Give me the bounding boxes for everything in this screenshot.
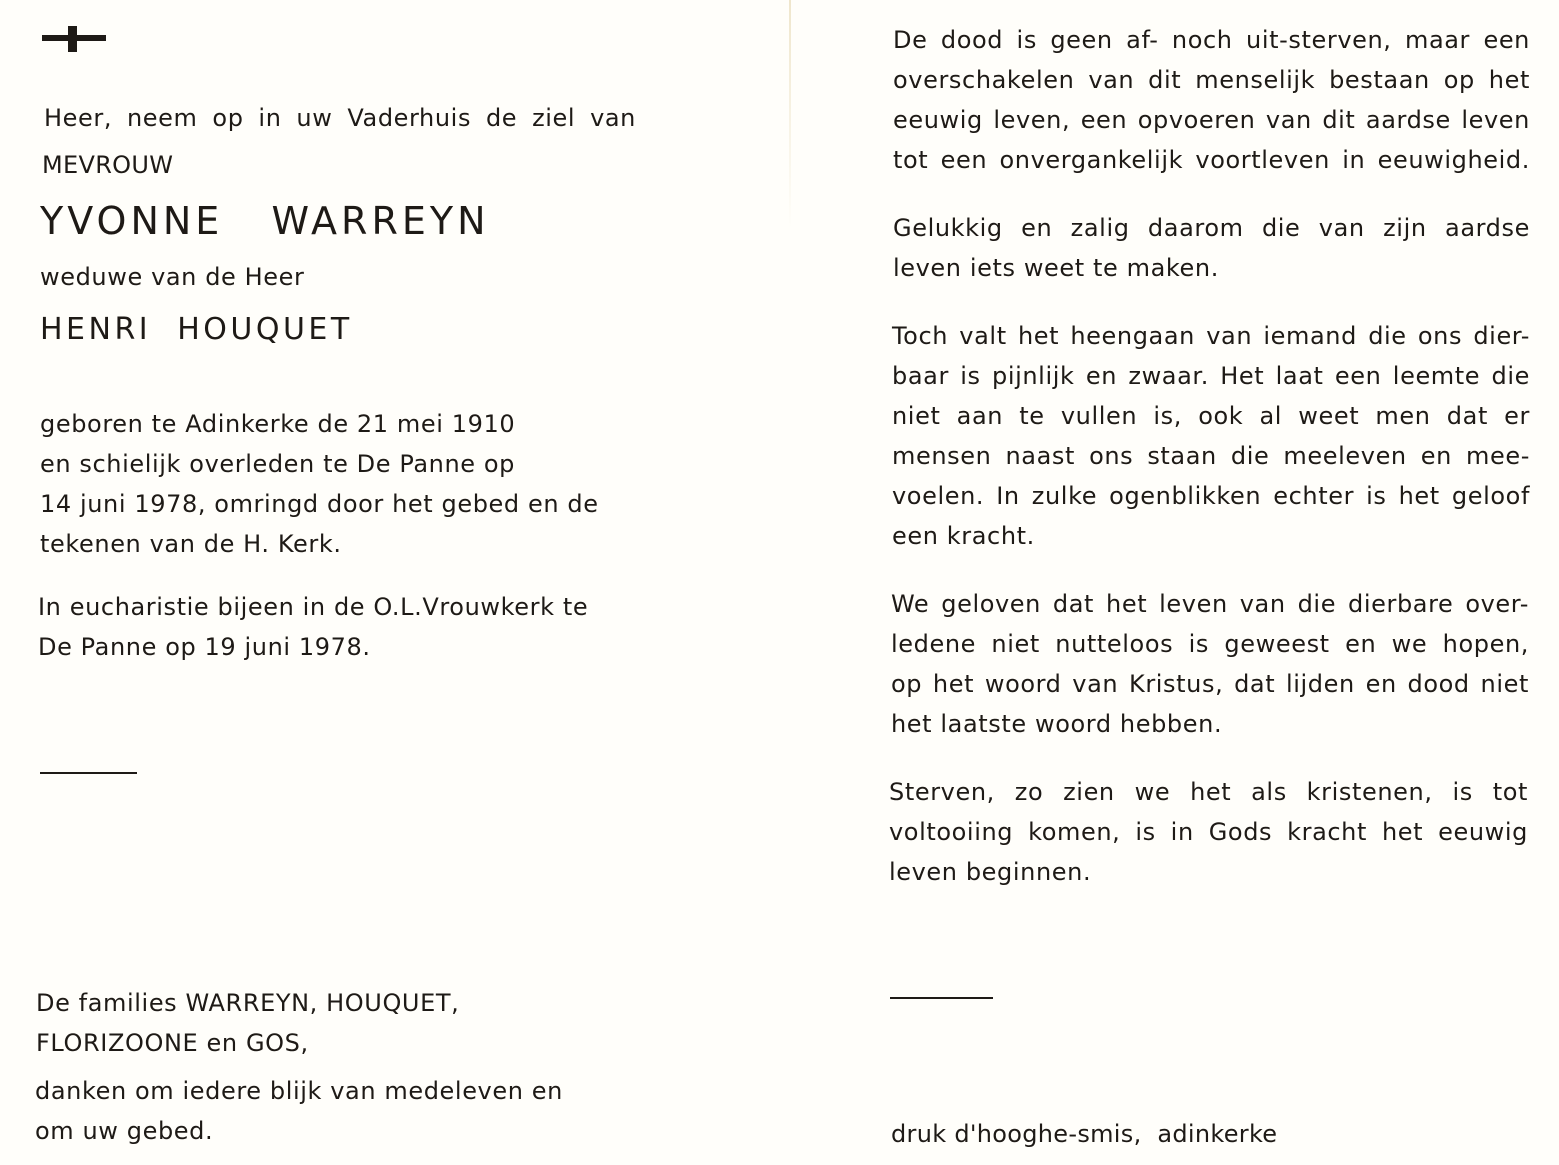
text-line: leven beginnen. (889, 858, 1092, 886)
text-line: voelen. In zulke ogenblikken echter is het geloof (892, 482, 1530, 510)
text-line: In eucharistie bijeen in de O.L.Vrouwkerk te (38, 593, 589, 621)
text-line: Gelukkig en zalig daarom die van zijn aardse (893, 214, 1530, 242)
text-line: en schielijk overleden te De Panne op (40, 450, 515, 478)
title-mevrouw: MEVROUW (42, 151, 174, 179)
text-line: We geloven dat het leven van die dierbare over- (891, 590, 1529, 618)
text-line: geboren te Adinkerke de 21 mei 1910 (40, 410, 516, 438)
text-line: leven iets weet te maken. (893, 254, 1219, 282)
text-line: ledene niet nutteloos is geweest en we hopen, (891, 630, 1529, 658)
text-line: niet aan te vullen is, ook al weet men dat er (892, 402, 1530, 430)
deceased-name: YVONNE WARREYN (40, 199, 490, 243)
text-line: De Panne op 19 juni 1978. (38, 633, 371, 661)
text-line: overschakelen van dit menselijk bestaan op het (893, 66, 1530, 94)
text-line: om uw gebed. (35, 1117, 214, 1145)
text-line: danken om iedere blijk van medeleven en (35, 1077, 563, 1105)
text-line: tekenen van de H. Kerk. (40, 530, 342, 558)
text-line: een kracht. (892, 522, 1035, 550)
text-line: De families WARREYN, HOUQUET, (36, 989, 460, 1017)
text-line: baar is pijnlijk en zwaar. Het laat een leemte die (892, 362, 1530, 390)
relation-line: weduwe van de Heer (40, 263, 305, 291)
text-line: Toch valt het heengaan van iemand die ons dier- (892, 322, 1530, 350)
text-line: FLORIZOONE en GOS, (36, 1029, 309, 1057)
text-line: tot een onvergankelijk voortleven in eeuwigheid. (893, 146, 1530, 174)
printer-credit: druk d'hooghe-smis, adinkerke (891, 1120, 1278, 1148)
text-line: Sterven, zo zien we het als kristenen, is tot (889, 778, 1528, 806)
text-line: eeuwig leven, een opvoeren van dit aardse leven (893, 106, 1530, 134)
meditation-paragraph-3 (892, 316, 1530, 556)
spouse-name: HENRI HOUQUET (40, 312, 353, 347)
meditation-paragraph-4 (891, 584, 1529, 744)
text-line: voltooiing komen, is in Gods kracht het eeuwig (889, 818, 1528, 846)
text-line: 14 juni 1978, omringd door het gebed en de (40, 490, 599, 518)
meditation-paragraph-1 (893, 20, 1530, 180)
text-line: het laatste woord hebben. (891, 710, 1223, 738)
text-line: De dood is geen af- noch uit-sterven, maar een (893, 26, 1530, 54)
thanks-paragraph (35, 1071, 563, 1151)
meditation-paragraph-2 (893, 208, 1530, 288)
divider-rule (890, 997, 993, 999)
prayer-line: Heer, neem op in uw Vaderhuis de ziel van (44, 104, 636, 132)
birth-death-paragraph (40, 404, 599, 564)
meditation-paragraph-5 (889, 772, 1528, 892)
text-line: mensen naast ons staan die meeleven en mee- (892, 442, 1530, 470)
divider-rule (40, 772, 137, 774)
fold-line (789, 0, 791, 230)
cross-icon (42, 26, 106, 52)
service-paragraph (38, 587, 588, 667)
families-paragraph (36, 983, 459, 1063)
text-line: op het woord van Kristus, dat lijden en dood niet (891, 670, 1529, 698)
